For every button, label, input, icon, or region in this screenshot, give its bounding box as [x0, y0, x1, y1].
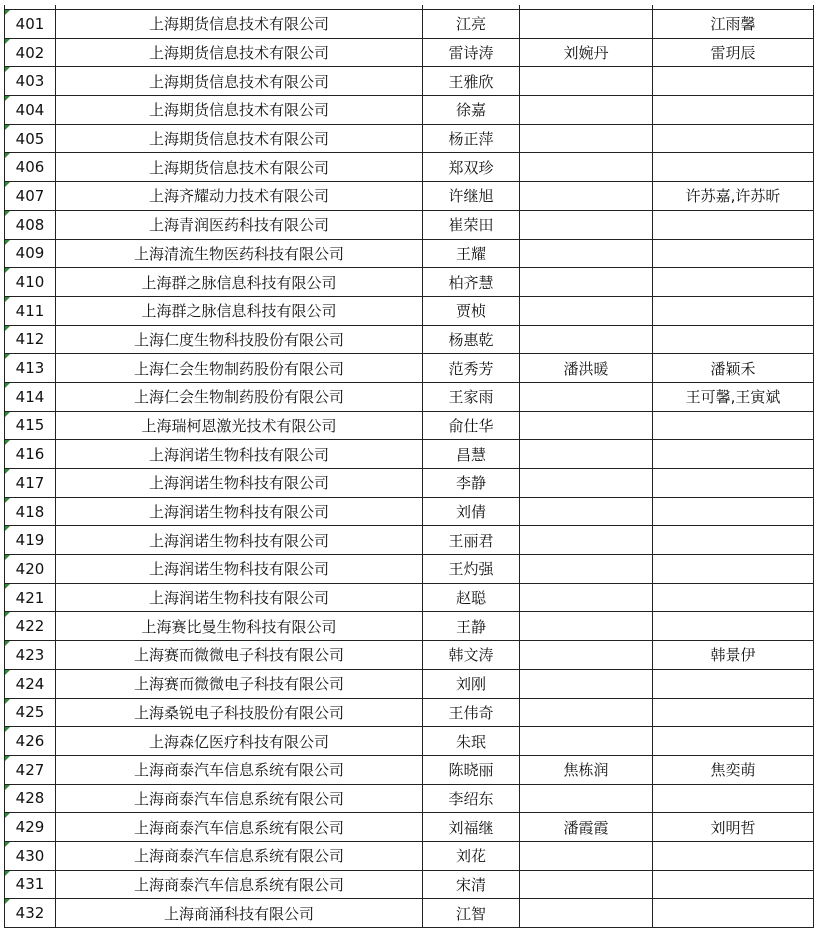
cell-spouse[interactable] [520, 469, 653, 498]
cell-name[interactable]: 王雅欣 [423, 67, 520, 96]
cell-name[interactable]: 俞仕华 [423, 411, 520, 440]
cell-spouse[interactable] [520, 612, 653, 641]
cell-serial-number[interactable]: 426 [5, 727, 56, 756]
cell-spouse[interactable] [520, 497, 653, 526]
cell-children[interactable] [653, 497, 814, 526]
cell-company[interactable]: 上海赛比曼生物科技有限公司 [56, 612, 423, 641]
cell-children[interactable]: 王可馨,王寅斌 [653, 382, 814, 411]
cell-children[interactable] [653, 612, 814, 641]
cell-company[interactable]: 上海期货信息技术有限公司 [56, 153, 423, 182]
cell-serial-number[interactable]: 420 [5, 555, 56, 584]
cell-name[interactable]: 范秀芳 [423, 354, 520, 383]
cell-children[interactable] [653, 411, 814, 440]
cell-spouse[interactable] [520, 526, 653, 555]
table-row [5, 784, 814, 813]
cell-spouse[interactable] [520, 870, 653, 899]
table-row [5, 296, 814, 325]
cell-children[interactable] [653, 153, 814, 182]
table-row [5, 526, 814, 555]
cell-company[interactable]: 上海仁会生物制药股份有限公司 [56, 382, 423, 411]
table-row [5, 382, 814, 411]
cell-spouse[interactable] [520, 296, 653, 325]
table-row [5, 268, 814, 297]
cell-company[interactable]: 上海瑞柯恩激光技术有限公司 [56, 411, 423, 440]
cell-name[interactable]: 徐嘉 [423, 96, 520, 125]
table-row [5, 698, 814, 727]
table-row [5, 210, 814, 239]
cell-company[interactable]: 上海桑锐电子科技股份有限公司 [56, 698, 423, 727]
cell-name[interactable]: 王家雨 [423, 382, 520, 411]
cell-spouse[interactable] [520, 239, 653, 268]
cell-spouse[interactable]: 潘霞霞 [520, 813, 653, 842]
cell-serial-number[interactable]: 411 [5, 296, 56, 325]
cell-children[interactable]: 潘颖禾 [653, 354, 814, 383]
cell-company[interactable]: 上海润诺生物科技有限公司 [56, 526, 423, 555]
cell-company[interactable]: 上海群之脉信息科技有限公司 [56, 296, 423, 325]
cell-company[interactable]: 上海润诺生物科技有限公司 [56, 555, 423, 584]
cell-name[interactable]: 杨惠乾 [423, 325, 520, 354]
cell-company[interactable]: 上海仁会生物制药股份有限公司 [56, 354, 423, 383]
cell-company[interactable]: 上海森亿医疗科技有限公司 [56, 727, 423, 756]
cell-spouse[interactable] [520, 899, 653, 928]
cell-company[interactable]: 上海清流生物医药科技有限公司 [56, 239, 423, 268]
cell-spouse[interactable] [520, 210, 653, 239]
cell-company[interactable]: 上海商泰汽车信息系统有限公司 [56, 784, 423, 813]
cell-spouse[interactable] [520, 268, 653, 297]
cell-serial-number[interactable]: 425 [5, 698, 56, 727]
cell-serial-number[interactable]: 410 [5, 268, 56, 297]
cell-children[interactable] [653, 526, 814, 555]
table-row [5, 813, 814, 842]
cell-children[interactable]: 江雨馨 [653, 10, 814, 39]
cell-name[interactable]: 王丽君 [423, 526, 520, 555]
cell-company[interactable]: 上海青润医药科技有限公司 [56, 210, 423, 239]
cell-company[interactable]: 上海期货信息技术有限公司 [56, 38, 423, 67]
cell-name[interactable]: 杨正萍 [423, 124, 520, 153]
cell-children[interactable] [653, 841, 814, 870]
cell-name[interactable]: 李静 [423, 469, 520, 498]
cell-name[interactable]: 江亮 [423, 10, 520, 39]
cell-serial-number[interactable]: 424 [5, 669, 56, 698]
cell-company[interactable]: 上海商泰汽车信息系统有限公司 [56, 870, 423, 899]
cell-serial-number[interactable]: 406 [5, 153, 56, 182]
table-row [5, 440, 814, 469]
cell-children[interactable]: 许苏嘉,许苏昕 [653, 182, 814, 211]
cell-spouse[interactable] [520, 182, 653, 211]
cell-serial-number[interactable]: 404 [5, 96, 56, 125]
table-row [5, 354, 814, 383]
cell-name[interactable]: 王伟奇 [423, 698, 520, 727]
cell-serial-number[interactable]: 418 [5, 497, 56, 526]
cell-serial-number[interactable]: 402 [5, 38, 56, 67]
cell-spouse[interactable] [520, 440, 653, 469]
cell-children[interactable]: 刘明哲 [653, 813, 814, 842]
cell-company[interactable]: 上海润诺生物科技有限公司 [56, 497, 423, 526]
cell-spouse[interactable] [520, 67, 653, 96]
cell-children[interactable] [653, 555, 814, 584]
cell-company[interactable]: 上海期货信息技术有限公司 [56, 124, 423, 153]
cell-serial-number[interactable]: 429 [5, 813, 56, 842]
cell-children[interactable] [653, 440, 814, 469]
cell-serial-number[interactable]: 423 [5, 641, 56, 670]
cell-serial-number[interactable]: 431 [5, 870, 56, 899]
cell-name[interactable]: 崔荣田 [423, 210, 520, 239]
cell-spouse[interactable] [520, 96, 653, 125]
cell-company[interactable]: 上海润诺生物科技有限公司 [56, 469, 423, 498]
cell-serial-number[interactable]: 430 [5, 841, 56, 870]
cell-children[interactable] [653, 784, 814, 813]
cell-spouse[interactable] [520, 382, 653, 411]
cell-serial-number[interactable]: 405 [5, 124, 56, 153]
table-row [5, 411, 814, 440]
cell-name[interactable]: 宋清 [423, 870, 520, 899]
cell-serial-number[interactable]: 422 [5, 612, 56, 641]
cell-spouse[interactable] [520, 555, 653, 584]
cell-name[interactable]: 江智 [423, 899, 520, 928]
cell-company[interactable]: 上海商泰汽车信息系统有限公司 [56, 755, 423, 784]
cell-company[interactable]: 上海赛而微微电子科技有限公司 [56, 669, 423, 698]
table-row [5, 669, 814, 698]
cell-company[interactable]: 上海群之脉信息科技有限公司 [56, 268, 423, 297]
table-row [5, 755, 814, 784]
cell-company[interactable]: 上海期货信息技术有限公司 [56, 10, 423, 39]
cell-company[interactable]: 上海期货信息技术有限公司 [56, 67, 423, 96]
cell-children[interactable] [653, 124, 814, 153]
cell-spouse[interactable] [520, 641, 653, 670]
cell-company[interactable]: 上海赛而微微电子科技有限公司 [56, 641, 423, 670]
cell-children[interactable] [653, 268, 814, 297]
cell-spouse[interactable] [520, 10, 653, 39]
table-row [5, 469, 814, 498]
cell-company[interactable]: 上海商泰汽车信息系统有限公司 [56, 813, 423, 842]
cell-children[interactable] [653, 727, 814, 756]
cell-spouse[interactable] [520, 325, 653, 354]
cell-serial-number[interactable]: 413 [5, 354, 56, 383]
cell-serial-number[interactable]: 427 [5, 755, 56, 784]
cell-name[interactable]: 陈晓丽 [423, 755, 520, 784]
cell-children[interactable]: 焦奕萌 [653, 755, 814, 784]
cell-name[interactable]: 贾桢 [423, 296, 520, 325]
cell-name[interactable]: 刘花 [423, 841, 520, 870]
cell-children[interactable] [653, 325, 814, 354]
cell-children[interactable] [653, 67, 814, 96]
cell-company[interactable]: 上海期货信息技术有限公司 [56, 96, 423, 125]
cell-serial-number[interactable]: 415 [5, 411, 56, 440]
cell-name[interactable]: 王静 [423, 612, 520, 641]
cell-children[interactable] [653, 96, 814, 125]
cell-name[interactable]: 朱珉 [423, 727, 520, 756]
cell-serial-number[interactable]: 419 [5, 526, 56, 555]
cell-children[interactable] [653, 469, 814, 498]
cell-children[interactable] [653, 583, 814, 612]
table-row [5, 67, 814, 96]
cell-serial-number[interactable]: 407 [5, 182, 56, 211]
cell-company[interactable]: 上海商涌科技有限公司 [56, 899, 423, 928]
table-row [5, 239, 814, 268]
cell-serial-number[interactable]: 403 [5, 67, 56, 96]
cell-name[interactable]: 刘福继 [423, 813, 520, 842]
table-row [5, 153, 814, 182]
cell-spouse[interactable]: 刘婉丹 [520, 38, 653, 67]
table-row [5, 641, 814, 670]
cell-spouse[interactable] [520, 727, 653, 756]
cell-company[interactable]: 上海润诺生物科技有限公司 [56, 440, 423, 469]
cell-spouse[interactable]: 潘洪暖 [520, 354, 653, 383]
roster-table-body [5, 5, 814, 928]
roster-table [4, 5, 814, 928]
cell-serial-number[interactable]: 428 [5, 784, 56, 813]
cell-serial-number[interactable]: 421 [5, 583, 56, 612]
cell-name[interactable]: 许继旭 [423, 182, 520, 211]
table-row [5, 555, 814, 584]
cell-children[interactable]: 雷玥辰 [653, 38, 814, 67]
cell-children[interactable] [653, 210, 814, 239]
cell-serial-number[interactable]: 414 [5, 382, 56, 411]
cell-spouse[interactable] [520, 583, 653, 612]
cell-company[interactable]: 上海仁度生物科技股份有限公司 [56, 325, 423, 354]
cell-name[interactable]: 昌慧 [423, 440, 520, 469]
table-row [5, 899, 814, 928]
cell-serial-number[interactable]: 409 [5, 239, 56, 268]
cell-children[interactable]: 韩景伊 [653, 641, 814, 670]
table-row [5, 325, 814, 354]
table-row [5, 10, 814, 39]
table-row [5, 612, 814, 641]
cell-children[interactable] [653, 296, 814, 325]
cell-name[interactable]: 刘刚 [423, 669, 520, 698]
cell-name[interactable]: 柏齐慧 [423, 268, 520, 297]
cell-children[interactable] [653, 698, 814, 727]
table-row [5, 38, 814, 67]
cell-serial-number[interactable]: 412 [5, 325, 56, 354]
cell-company[interactable]: 上海商泰汽车信息系统有限公司 [56, 841, 423, 870]
cell-children[interactable] [653, 870, 814, 899]
cell-name[interactable]: 王耀 [423, 239, 520, 268]
table-row [5, 583, 814, 612]
table-row [5, 841, 814, 870]
cell-spouse[interactable] [520, 698, 653, 727]
cell-name[interactable]: 雷诗涛 [423, 38, 520, 67]
table-row [5, 182, 814, 211]
cell-serial-number[interactable]: 416 [5, 440, 56, 469]
cell-name[interactable]: 刘倩 [423, 497, 520, 526]
cell-spouse[interactable] [520, 411, 653, 440]
table-row [5, 96, 814, 125]
cell-serial-number[interactable]: 417 [5, 469, 56, 498]
cell-serial-number[interactable]: 408 [5, 210, 56, 239]
cell-children[interactable] [653, 239, 814, 268]
cell-name[interactable]: 王灼强 [423, 555, 520, 584]
cell-children[interactable] [653, 669, 814, 698]
cell-spouse[interactable] [520, 124, 653, 153]
table-row [5, 727, 814, 756]
cell-serial-number[interactable]: 432 [5, 899, 56, 928]
cell-company[interactable]: 上海润诺生物科技有限公司 [56, 583, 423, 612]
cell-name[interactable]: 李绍东 [423, 784, 520, 813]
cell-children[interactable] [653, 899, 814, 928]
table-row [5, 124, 814, 153]
cell-spouse[interactable] [520, 784, 653, 813]
cell-name[interactable]: 赵聪 [423, 583, 520, 612]
cell-company[interactable]: 上海齐耀动力技术有限公司 [56, 182, 423, 211]
cell-spouse[interactable]: 焦栋润 [520, 755, 653, 784]
cell-spouse[interactable] [520, 841, 653, 870]
cell-name[interactable]: 韩文涛 [423, 641, 520, 670]
table-row [5, 497, 814, 526]
cell-spouse[interactable] [520, 669, 653, 698]
cell-serial-number[interactable]: 401 [5, 10, 56, 39]
table-row [5, 870, 814, 899]
cell-name[interactable]: 郑双珍 [423, 153, 520, 182]
cell-spouse[interactable] [520, 153, 653, 182]
